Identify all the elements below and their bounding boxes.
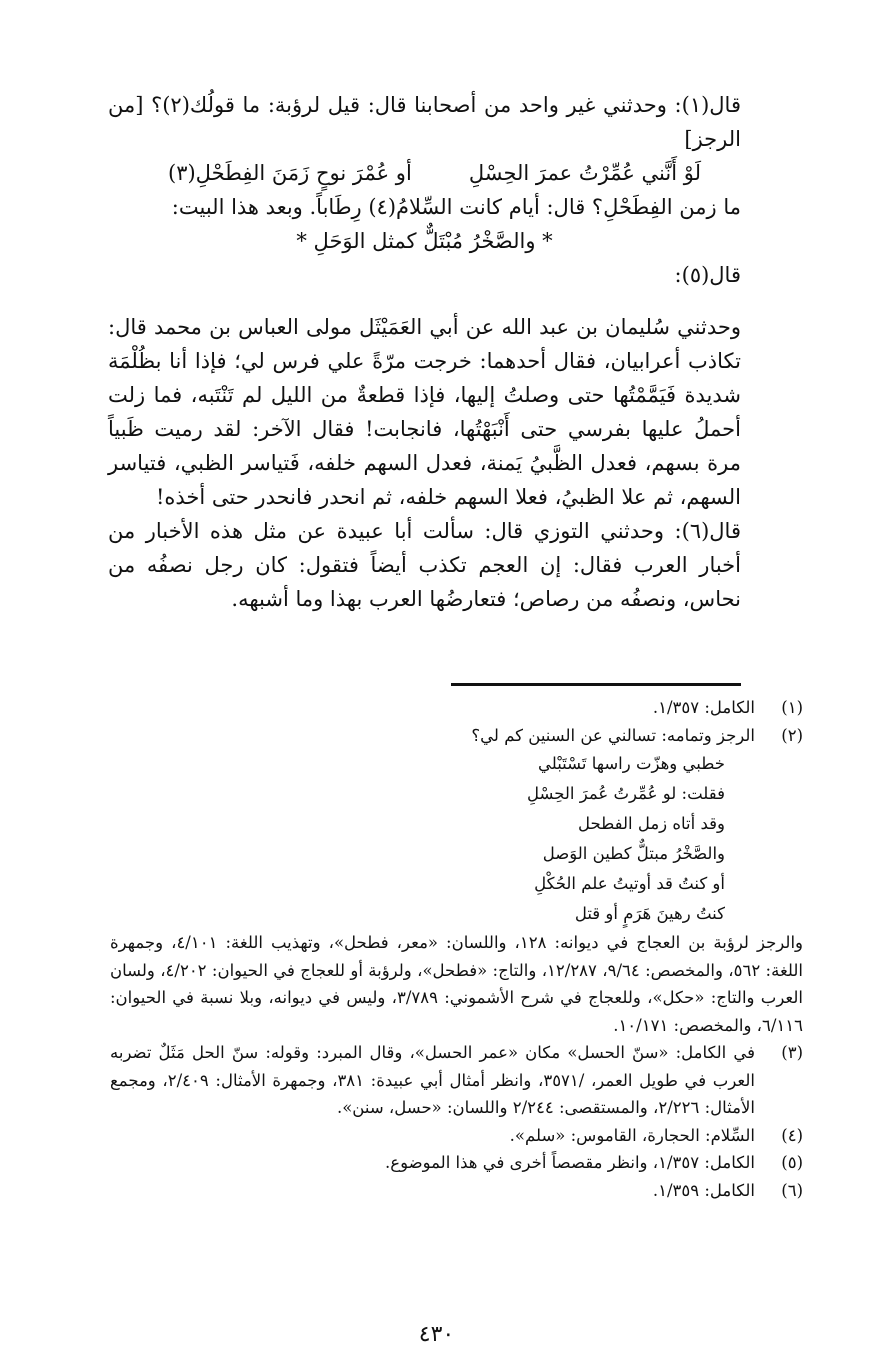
footnote-4 — [110, 1122, 803, 1150]
poem-line: أو كنتُ قد أوتيتُ علم الحُكْلِ — [534, 874, 725, 893]
footnote-text: الكامل: ١/٣٥٧، وانظر مقصصاً أخرى في هذا الموضوع. — [384, 1153, 755, 1172]
footnote-number: (٢) — [781, 725, 803, 745]
main-text — [108, 88, 741, 616]
footnote-number: (٤) — [781, 1125, 803, 1145]
footnote-text: الكامل: ١/٣٥٩. — [652, 1180, 755, 1200]
footnote-number: (٥) — [781, 1153, 803, 1172]
footnote-5 — [110, 1149, 803, 1177]
footnote-number: (١) — [781, 698, 803, 717]
poem-line: وقد أتاه زمل الفطحل — [577, 814, 725, 833]
poem-line: كنتُ رهينَ هَرَمٍ أو قتل — [574, 904, 725, 923]
footnote-1 — [110, 694, 803, 722]
footnote-text: السِّلام: الحجارة، القاموس: «سلم». — [509, 1125, 755, 1145]
footnote-2 — [110, 722, 803, 930]
footnote-text: الرجز وتمامه: تسالني عن السنين كم لي؟ — [471, 725, 755, 745]
footnote-3 — [110, 1039, 803, 1122]
paragraph-4: وحدثني سُليمان بن عبد الله عن أبي العَمَيْثَل مولى العباس بن محمد قال: تكاذب أعرابيان، فقال أحدهما: خرجت مرّةً علي فرس لي؛ فإذا أنا بظُلْمَة شديدة فَيَمَّمْتُها حتى وصلتُ إليها، فإذا قطعةٌ من الليل لم تَنْتَبه، فما زلت أحملُ عليها بفرسي حتى أَنْبَهْتُها، فانجابت! فقال الآخر: لقد رميت ظَبياً مرة بسهم، فعدل الظَّبيُ يَمنة، فعدل السهم خلفه، فَتياسر الظبي، فتياسر السهم، ثم علا الظبيُ، فعلا السهم خلفه، ثم انحدر فانحدر حتى أخذه! — [108, 315, 741, 509]
paragraph-5: قال(٦): وحدثني التوزي قال: سألت أبا عبيدة عن مثل هذه الأخبار من أخبار العرب فقال: إن العجم تكذب أيضاً فتقول: كان رجل نصفُه من نحاس، ونصفُه من رصاص؛ فتعارضُها العرب بهذا وما أشبهه. — [108, 519, 741, 611]
footnote-text: في الكامل: «سنّ الحسل» مكان «عمر الحسل»، وقال المبرد: وقوله: سنّ الحل مَثَلٌ تضربه العرب في طويل العمر، /٣٥٧١، وانظر أمثال أبي عبيدة: ٣٨١، وجمهرة الأمثال: ٢/٤٠٩، ومجمع الأمثال: ٢/٢٢٦، والمستقصى: ٢/٢٤٤ واللسان: «حسل، سنن». — [110, 1043, 756, 1117]
poem-line: والصَّخْرُ مبتلٌّ كطين الوَصل — [542, 844, 725, 863]
footnote-poem — [110, 749, 725, 929]
poem-line: فقلت: لو عُمِّرتُ عُمرَ الحِسْلِ — [527, 784, 725, 803]
footnote-2-continuation: والرجز لرؤبة بن العجاج في ديوانه: ١٢٨، واللسان: «معر، فطحل»، وتهذيب اللغة: ٤/١٠١، وجمهرة اللغة: ٥٦٢، والمخصص: ٩/٦٤، ١٢/٢٨٧، والتاج: «فطحل»، ولرؤبة أو للعجاج في الحيوان: ٤/٢٠٢، ولسان العرب والتاج: «حكل»، وللعجاج في شرح الأشموني: ٣/٧٨٩، وليس في ديوانه، وبلا نسبة في الحيوان: ٦/١١٦، والمخصص: ١٠/١٧١. — [110, 933, 803, 1035]
footnote-number: (٣) — [781, 1043, 803, 1062]
footnote-6 — [110, 1177, 803, 1205]
verse-hemistich-right: لَوْ أَنَّني عُمِّرْتُ عمرَ الحِسْلِ — [468, 161, 701, 185]
verse-hemistich-left: أو عُمْرَ نوحٍ زَمَنَ الفِطَحْلِ(٣) — [168, 161, 412, 185]
poem-line: خطبي وهزّت راسها تَسْتَبْلي — [537, 754, 725, 773]
paragraph-2: ما زمن الفِطَحْلِ؟ قال: أيام كانت السِّلامُ(٤) رِطَاباً. وبعد هذا البيت: — [171, 195, 741, 219]
page-number: ٤٣٠ — [418, 1322, 455, 1347]
verse-centered: * والصَّخْرُ مُبْتَلٌّ كمثل الوَحَلِ * — [296, 229, 553, 253]
footnotes — [110, 694, 803, 1204]
paragraph-1: قال(١): وحدثني غير واحد من أصحابنا قال: قيل لرؤبة: ما قولُك(٢)؟ [من الرجز] — [108, 93, 741, 151]
verse-line — [108, 156, 741, 190]
paragraph-3: قال(٥): — [674, 263, 741, 287]
footnote-number: (٦) — [781, 1180, 803, 1200]
footnote-text: الكامل: ١/٣٥٧. — [652, 698, 755, 717]
footnote-separator — [451, 683, 741, 686]
